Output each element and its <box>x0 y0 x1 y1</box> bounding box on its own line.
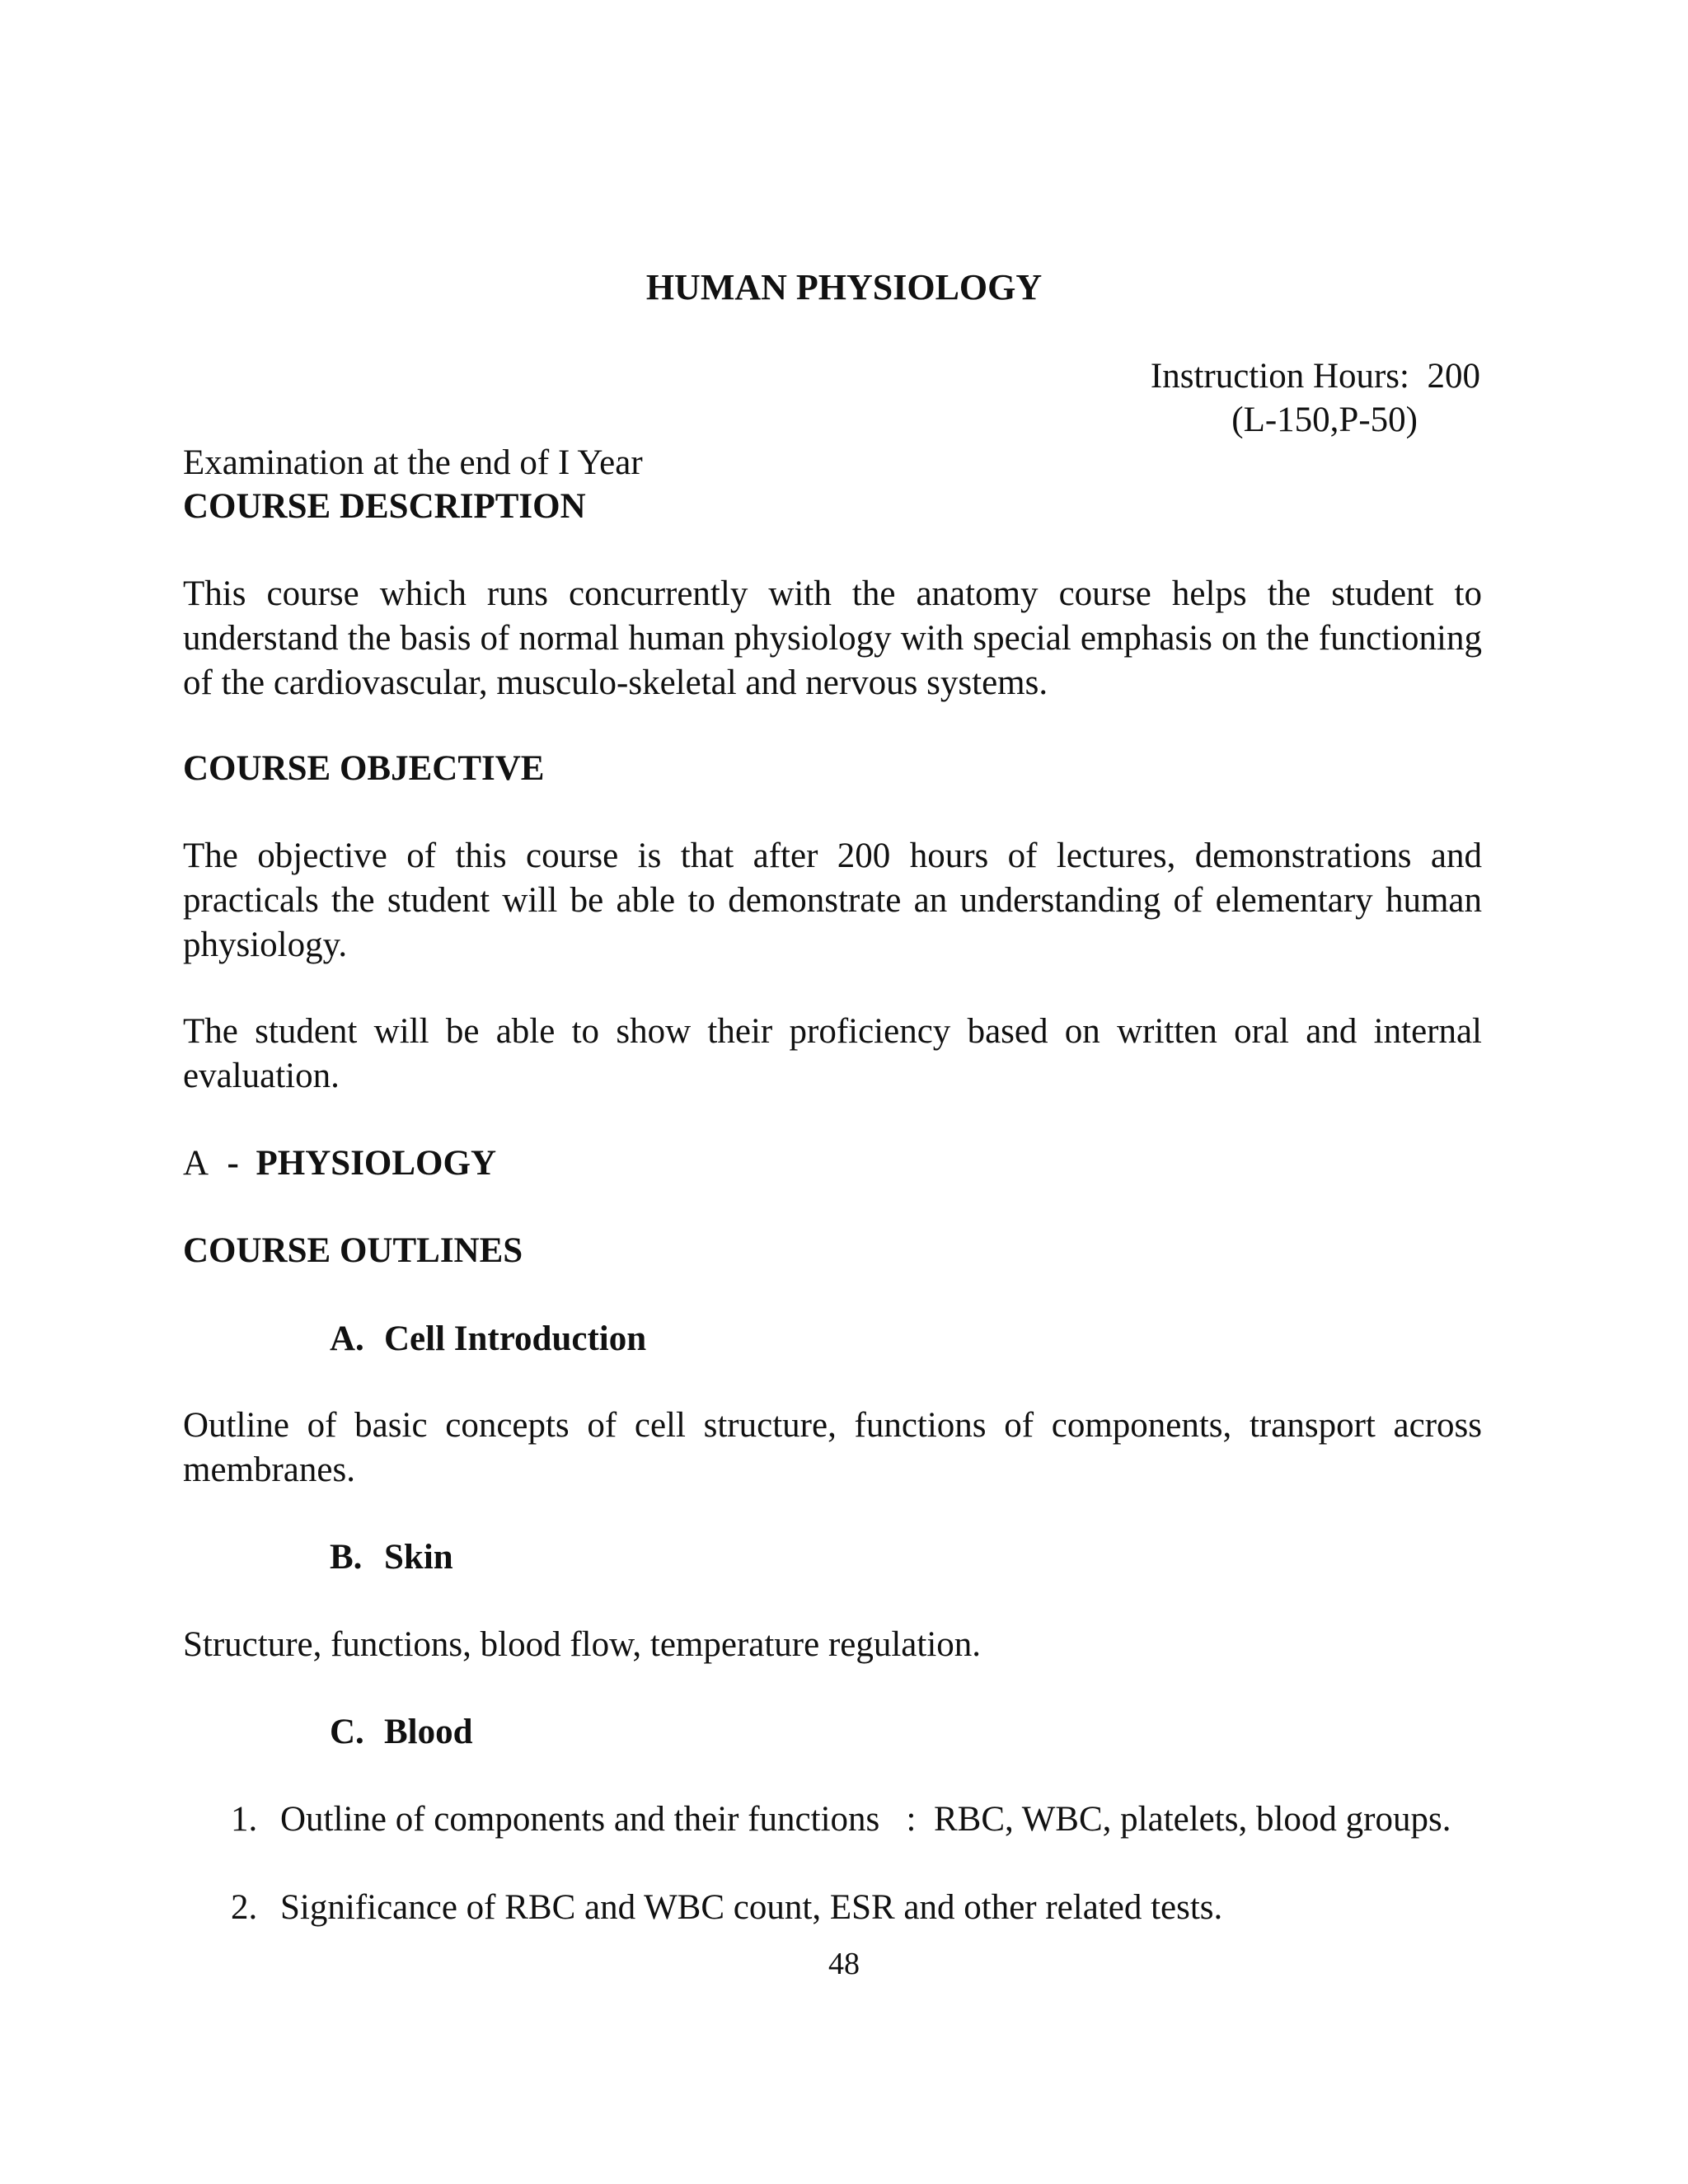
section-a-letter: A <box>183 1144 207 1183</box>
list-item-text: Significance of RBC and WBC count, ESR and other related tests. <box>280 1888 1223 1927</box>
page-title: HUMAN PHYSIOLOGY <box>645 267 1043 307</box>
list-item <box>231 1886 1482 1930</box>
topic-title: Blood <box>384 1713 473 1751</box>
page-number: 48 <box>828 1947 860 1981</box>
course-objective-heading: COURSE OBJECTIVE <box>183 749 545 788</box>
list-item <box>231 1797 1482 1842</box>
topic-text-skin: Structure, functions, blood flow, temperature regulation. <box>183 1625 982 1664</box>
section-a-name: PHYSIOLOGY <box>256 1144 497 1183</box>
instruction-split: (L-150,P-50) <box>1231 401 1418 439</box>
course-objective-text: The objective of this course is that after 200 hours of lectures, demonstrations and practicals the student will be able to demonstrate an understanding of elementary human physiology. <box>183 837 1482 964</box>
course-outlines-heading: COURSE OUTLINES <box>183 1231 523 1270</box>
topic-letter: C. <box>330 1713 364 1751</box>
list-item-text: Outline of components and their functions : RBC, WBC, platelets, blood groups. <box>280 1800 1451 1839</box>
course-description-text: This course which runs concurrently with the anatomy course helps the student to understand the basis of normal human physiology with special emphasis on the functioning of the cardiovascular, musculo-skeletal and nervous systems. <box>183 574 1482 702</box>
topic-text-cell-introduction: Outline of basic concepts of cell structure, functions of components, transport across membranes. <box>183 1406 1482 1489</box>
topic-heading-cell-introduction <box>330 1317 646 1361</box>
section-a-heading <box>183 1141 496 1186</box>
course-description-heading: COURSE DESCRIPTION <box>183 487 586 526</box>
topic-letter: A. <box>330 1319 364 1358</box>
list-item-number: 2. <box>231 1888 258 1927</box>
section-a-dash: - <box>227 1144 239 1183</box>
list-item-number: 1. <box>231 1800 258 1839</box>
topic-heading-skin <box>330 1535 453 1580</box>
topic-letter: B. <box>330 1538 363 1577</box>
topic-heading-blood <box>330 1710 473 1755</box>
examination-line: Examination at the end of I Year <box>183 443 643 482</box>
proficiency-text: The student will be able to show their proficiency based on written oral and internal evaluation. <box>183 1012 1482 1095</box>
topic-title: Skin <box>384 1538 453 1577</box>
instruction-hours: Instruction Hours: 200 <box>1150 357 1480 396</box>
topic-title: Cell Introduction <box>384 1319 647 1358</box>
